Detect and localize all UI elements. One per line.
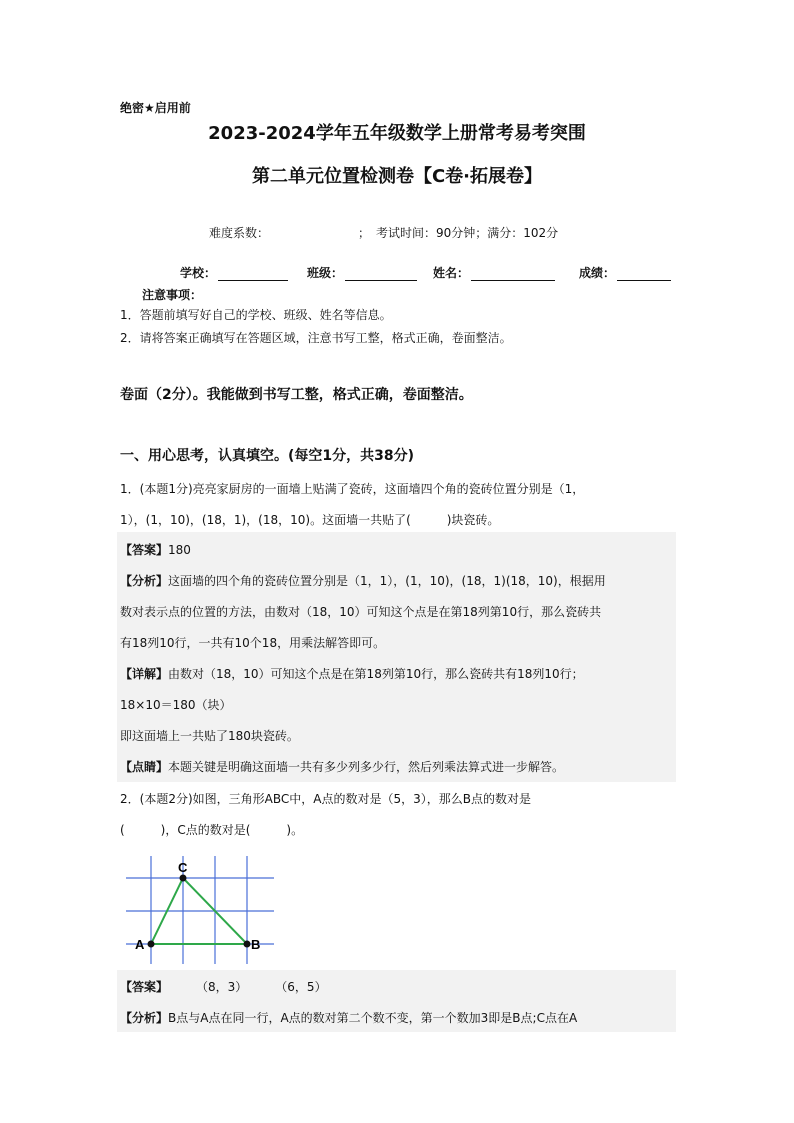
analysis-text: B点与A点在同一行，A点的数对第二个数不变，第一个数加3即是B点;C点在A	[168, 1011, 578, 1025]
meta-separator: ；	[358, 226, 371, 240]
note-item: 2．请将答案正确填写在答题区域，注意书写工整，格式正确，卷面整洁。	[120, 331, 512, 345]
q2-answer	[120, 978, 327, 995]
answer-tag: 【答案】	[120, 543, 169, 557]
comment-text: 本题关键是明确这面墙一共有多少列多少行，然后列乘法算式进一步解答。	[168, 760, 565, 774]
answer-value: （6，5）	[275, 980, 327, 994]
comment-tag: 【点睛】	[120, 760, 169, 774]
question-2-text: 2．(本题2分)如图，三角形ABC中，A点的数对是（5，3），那么B点的数对是	[120, 792, 531, 806]
notes-title: 注意事项：	[142, 288, 203, 302]
question-1-text: 1．(本题1分)亮亮家厨房的一面墙上贴满了瓷砖，这面墙四个角的瓷砖位置分别是（1，	[120, 482, 585, 496]
name-label: 姓名：	[433, 266, 470, 280]
class-field[interactable]	[307, 264, 417, 281]
q1-solution-box	[117, 532, 676, 782]
q1-detail-text: 即这面墙上一共贴了180块瓷砖。	[120, 729, 299, 743]
analysis-text: 这面墙的四个角的瓷砖位置分别是（1，1），(1，10)，(18，1)(18，10)，根据用	[168, 574, 606, 588]
school-label: 学校：	[180, 266, 217, 280]
scroll-notice: 卷面（2分）。我能做到书写工整，格式正确，卷面整洁。	[120, 387, 473, 403]
score-label: 成绩：	[579, 266, 616, 280]
note-item: 1．答题前填写好自己的学校、班级、姓名等信息。	[120, 308, 392, 322]
answer-tag: 【答案】	[120, 980, 169, 994]
q1-comment	[120, 758, 564, 775]
exam-title: 2023-2024学年五年级数学上册常考易考突围	[208, 123, 586, 144]
detail-tag: 【详解】	[120, 667, 169, 681]
q1-detail-text: 18×10＝180（块）	[120, 698, 232, 712]
difficulty-label: 难度系数：	[209, 226, 270, 240]
q2-analysis	[120, 1009, 577, 1026]
class-label: 班级：	[307, 266, 344, 280]
name-field[interactable]	[433, 264, 555, 281]
exam-subtitle: 第二单元位置检测卷【C卷·拓展卷】	[251, 166, 543, 187]
school-field[interactable]	[180, 264, 288, 281]
point-c	[180, 875, 187, 882]
question-2-text: ( )，C点的数对是( )。	[120, 823, 304, 837]
name-blank[interactable]	[471, 267, 555, 281]
answer-value: 180	[168, 543, 191, 557]
label-b: B	[251, 937, 261, 952]
label-c: C	[178, 860, 188, 875]
point-b	[244, 941, 251, 948]
q1-analysis-text: 数对表示点的位置的方法，由数对（18，10）可知这个点是在第18列第10行，那么瓷砖共	[120, 605, 602, 619]
score-blank[interactable]	[617, 267, 671, 281]
question-1-text: 1），(1，10)，(18，1)，(18，10)。这面墙一共贴了( )块瓷砖。	[120, 513, 500, 527]
secret-label: 绝密★启用前	[120, 101, 191, 115]
label-a: A	[135, 937, 145, 952]
q1-analysis	[120, 572, 606, 589]
score-field[interactable]	[579, 264, 671, 281]
point-a	[148, 941, 155, 948]
section-title: 一、用心思考，认真填空。(每空1分，共38分)	[120, 448, 415, 464]
school-blank[interactable]	[218, 267, 288, 281]
analysis-tag: 【分析】	[120, 1011, 169, 1025]
class-blank[interactable]	[345, 267, 417, 281]
triangle-grid-figure	[118, 852, 278, 967]
q1-answer	[120, 541, 191, 558]
exam-time: 考试时间：90分钟；满分：102分	[376, 226, 559, 240]
q1-analysis-text: 有18列10行，一共有10个18，用乘法解答即可。	[120, 636, 386, 650]
detail-text: 由数对（18，10）可知这个点是在第18列第10行，那么瓷砖共有18列10行；	[168, 667, 584, 681]
q1-detail	[120, 665, 584, 682]
answer-value: （8，3）	[196, 980, 248, 994]
analysis-tag: 【分析】	[120, 574, 169, 588]
